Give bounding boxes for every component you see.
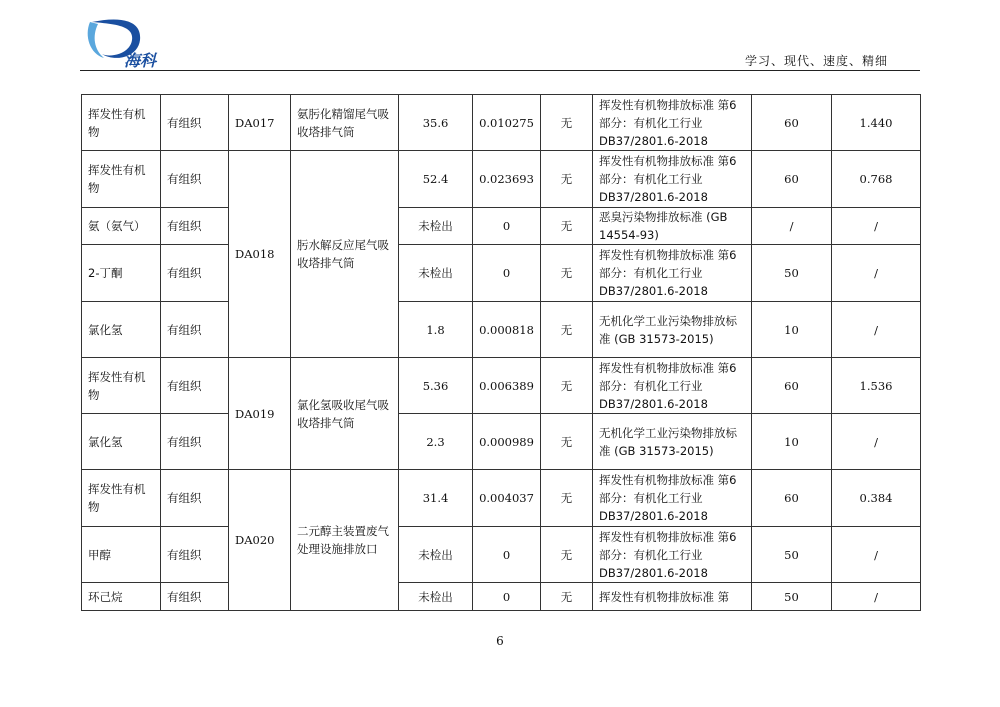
pollutant-cell: 氨（氨气） bbox=[82, 208, 161, 245]
standard-cell: 挥发性有机物排放标准 第6部分：有机化工行业DB37/2801.6-2018 bbox=[593, 245, 752, 302]
pollutant-cell: 氯化氢 bbox=[82, 414, 161, 470]
limit-cell: 60 bbox=[752, 470, 832, 527]
standard-cell: 挥发性有机物排放标准 第6部分：有机化工行业DB37/2801.6-2018 bbox=[593, 151, 752, 208]
table-row bbox=[82, 583, 921, 611]
concentration-cell: 未检出 bbox=[399, 527, 473, 583]
limit-cell: 10 bbox=[752, 414, 832, 470]
outlet-code-cell: DA019 bbox=[229, 358, 291, 470]
standard-cell: 挥发性有机物排放标准 第6部分：有机化工行业DB37/2801.6-2018 bbox=[593, 95, 752, 151]
rate-cell: 0 bbox=[473, 583, 541, 611]
rate-cell: 0 bbox=[473, 245, 541, 302]
outlet-name-cell: 二元醇主装置废气处理设施排放口 bbox=[291, 470, 399, 611]
amount-cell: 1.440 bbox=[832, 95, 921, 151]
table-row bbox=[82, 95, 921, 151]
concentration-cell: 31.4 bbox=[399, 470, 473, 527]
amount-cell: / bbox=[832, 414, 921, 470]
table-row bbox=[82, 358, 921, 414]
odor-cell: 无 bbox=[541, 245, 593, 302]
limit-cell: 10 bbox=[752, 302, 832, 358]
table-row bbox=[82, 245, 921, 302]
outlet-name-cell: 氯化氢吸收尾气吸收塔排气筒 bbox=[291, 358, 399, 470]
concentration-cell: 2.3 bbox=[399, 414, 473, 470]
table-row bbox=[82, 470, 921, 527]
type-cell: 有组织 bbox=[161, 151, 229, 208]
outlet-name-cell: 氨肟化精馏尾气吸收塔排气筒 bbox=[291, 95, 399, 151]
type-cell: 有组织 bbox=[161, 245, 229, 302]
limit-cell: 60 bbox=[752, 95, 832, 151]
company-logo bbox=[80, 14, 170, 70]
type-cell: 有组织 bbox=[161, 414, 229, 470]
amount-cell: / bbox=[832, 302, 921, 358]
amount-cell: / bbox=[832, 245, 921, 302]
rate-cell: 0.004037 bbox=[473, 470, 541, 527]
rate-cell: 0.010275 bbox=[473, 95, 541, 151]
header-motto: 学习、现代、速度、精细 bbox=[744, 54, 888, 68]
type-cell: 有组织 bbox=[161, 208, 229, 245]
type-cell: 有组织 bbox=[161, 358, 229, 414]
standard-cell: 挥发性有机物排放标准 第6部分：有机化工行业DB37/2801.6-2018 bbox=[593, 470, 752, 527]
odor-cell: 无 bbox=[541, 302, 593, 358]
rate-cell: 0.006389 bbox=[473, 358, 541, 414]
limit-cell: 50 bbox=[752, 527, 832, 583]
header-divider bbox=[80, 70, 920, 71]
emission-table bbox=[81, 94, 921, 611]
odor-cell: 无 bbox=[541, 95, 593, 151]
odor-cell: 无 bbox=[541, 151, 593, 208]
pollutant-cell: 甲醇 bbox=[82, 527, 161, 583]
odor-cell: 无 bbox=[541, 208, 593, 245]
outlet-code-cell: DA020 bbox=[229, 470, 291, 611]
table-row bbox=[82, 414, 921, 470]
odor-cell: 无 bbox=[541, 414, 593, 470]
rate-cell: 0.000989 bbox=[473, 414, 541, 470]
standard-cell: 无机化学工业污染物排放标准 (GB 31573-2015) bbox=[593, 302, 752, 358]
amount-cell: / bbox=[832, 583, 921, 611]
concentration-cell: 35.6 bbox=[399, 95, 473, 151]
amount-cell: / bbox=[832, 208, 921, 245]
table-row bbox=[82, 151, 921, 208]
logo-text: 海科 bbox=[124, 51, 157, 70]
limit-cell: 50 bbox=[752, 583, 832, 611]
odor-cell: 无 bbox=[541, 470, 593, 527]
amount-cell: / bbox=[832, 527, 921, 583]
limit-cell: / bbox=[752, 208, 832, 245]
amount-cell: 0.768 bbox=[832, 151, 921, 208]
type-cell: 有组织 bbox=[161, 95, 229, 151]
amount-cell: 1.536 bbox=[832, 358, 921, 414]
odor-cell: 无 bbox=[541, 358, 593, 414]
concentration-cell: 1.8 bbox=[399, 302, 473, 358]
rate-cell: 0.023693 bbox=[473, 151, 541, 208]
pollutant-cell: 环己烷 bbox=[82, 583, 161, 611]
type-cell: 有组织 bbox=[161, 470, 229, 527]
pollutant-cell: 氯化氢 bbox=[82, 302, 161, 358]
limit-cell: 50 bbox=[752, 245, 832, 302]
odor-cell: 无 bbox=[541, 527, 593, 583]
limit-cell: 60 bbox=[752, 151, 832, 208]
rate-cell: 0 bbox=[473, 208, 541, 245]
outlet-name-cell: 肟水解反应尾气吸收塔排气筒 bbox=[291, 151, 399, 358]
concentration-cell: 未检出 bbox=[399, 245, 473, 302]
odor-cell: 无 bbox=[541, 583, 593, 611]
type-cell: 有组织 bbox=[161, 527, 229, 583]
rate-cell: 0 bbox=[473, 527, 541, 583]
table-row bbox=[82, 302, 921, 358]
page-number: 6 bbox=[496, 634, 504, 648]
concentration-cell: 52.4 bbox=[399, 151, 473, 208]
standard-cell: 恶臭污染物排放标准 (GB 14554-93) bbox=[593, 208, 752, 245]
table-row bbox=[82, 527, 921, 583]
standard-cell: 挥发性有机物排放标准 第6部分：有机化工行业DB37/2801.6-2018 bbox=[593, 527, 752, 583]
amount-cell: 0.384 bbox=[832, 470, 921, 527]
pollutant-cell: 挥发性有机物 bbox=[82, 470, 161, 527]
pollutant-cell: 挥发性有机物 bbox=[82, 95, 161, 151]
rate-cell: 0.000818 bbox=[473, 302, 541, 358]
concentration-cell: 未检出 bbox=[399, 208, 473, 245]
limit-cell: 60 bbox=[752, 358, 832, 414]
standard-cell: 挥发性有机物排放标准 第 bbox=[593, 583, 752, 611]
pollutant-cell: 挥发性有机物 bbox=[82, 358, 161, 414]
outlet-code-cell: DA018 bbox=[229, 151, 291, 358]
concentration-cell: 未检出 bbox=[399, 583, 473, 611]
pollutant-cell: 挥发性有机物 bbox=[82, 151, 161, 208]
standard-cell: 无机化学工业污染物排放标准 (GB 31573-2015) bbox=[593, 414, 752, 470]
outlet-code-cell: DA017 bbox=[229, 95, 291, 151]
concentration-cell: 5.36 bbox=[399, 358, 473, 414]
type-cell: 有组织 bbox=[161, 302, 229, 358]
table-row bbox=[82, 208, 921, 245]
pollutant-cell: 2-丁酮 bbox=[82, 245, 161, 302]
type-cell: 有组织 bbox=[161, 583, 229, 611]
standard-cell: 挥发性有机物排放标准 第6部分：有机化工行业DB37/2801.6-2018 bbox=[593, 358, 752, 414]
